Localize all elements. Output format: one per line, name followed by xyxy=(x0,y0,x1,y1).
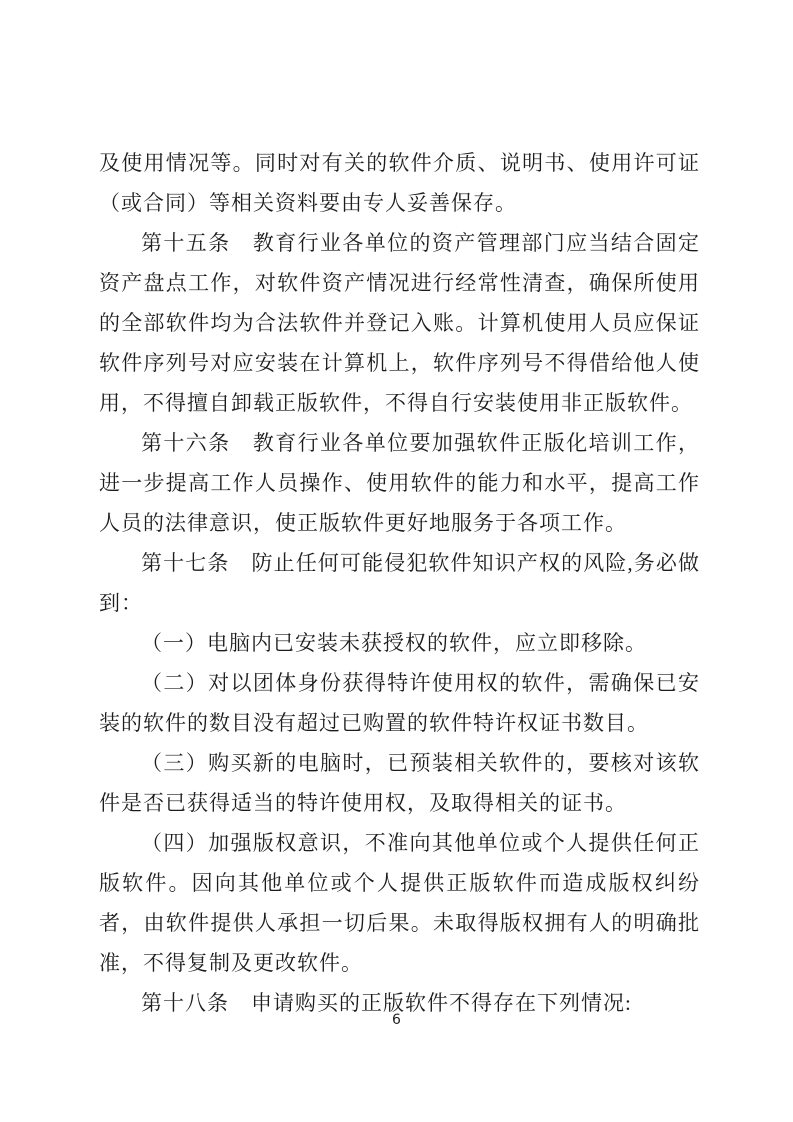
paragraph-article-17-item-4: （四）加强版权意识，不准向其他单位或个人提供任何正版软件。因向其他单位或个人提供正版软件而造成版权纠纷者，由软件提供人承担一切后果。未取得版权拥有人的明确批准，不得复制及更改软件。 xyxy=(99,831,700,975)
paragraph-article-18: 第十八条 申请购买的正版软件不得存在下列情况: xyxy=(141,991,632,1015)
paragraph-article-15: 第十五条 教育行业各单位的资产管理部门应当结合固定资产盘点工作，对软件资产情况进行经常性清查，确保所使用的全部软件均为合法软件并登记入账。计算机使用人员应保证软件序列号对应安装在计算机上，软件序列号不得借给他人使用，不得擅自卸载正版软件，不得自行安装使用非正版软件。 xyxy=(99,231,700,415)
paragraph-article-17: 第十七条 防止任何可能侵犯软件知识产权的风险,务必做到： xyxy=(99,551,700,615)
paragraph-continuation: 及使用情况等。同时对有关的软件介质、说明书、使用许可证（或合同）等相关资料要由专人妥善保存。 xyxy=(99,151,700,215)
page-number: 6 xyxy=(392,1012,401,1028)
paragraph-article-16: 第十六条 教育行业各单位要加强软件正版化培训工作，进一步提高工作人员操作、使用软件的能力和水平，提高工作人员的法律意识，使正版软件更好地服务于各项工作。 xyxy=(99,431,700,535)
paragraph-article-17-item-2: （二）对以团体身份获得特许使用权的软件，需确保已安装的软件的数目没有超过已购置的软件特许权证书数目。 xyxy=(99,671,700,735)
paragraph-article-17-item-1: （一）电脑内已安装未获授权的软件，应立即移除。 xyxy=(141,631,647,655)
document-body xyxy=(99,143,700,1023)
paragraph-article-17-item-3: （三）购买新的电脑时，已预装相关软件的，要核对该软件是否已获得适当的特许使用权，及取得相关的证书。 xyxy=(99,751,700,815)
